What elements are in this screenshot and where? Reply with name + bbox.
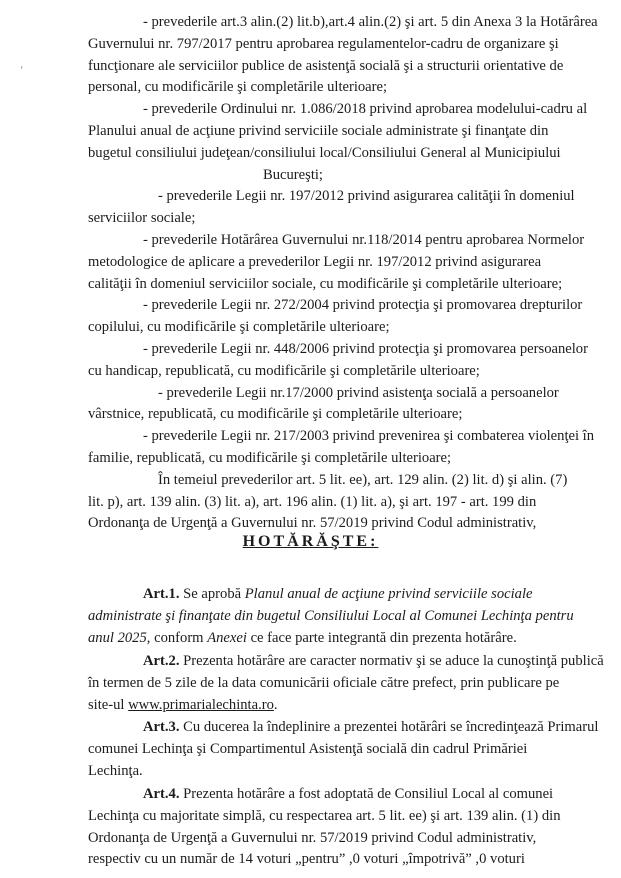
legal-basis-line: - prevederile Legii nr. 272/2004 privind protecţia şi promovarea drepturilor (143, 297, 583, 314)
article-1-text: Se aprobă (183, 586, 242, 602)
legal-basis-line: calităţii în domeniul serviciilor sociale, cu modificările şi completările ulterioare; (88, 275, 563, 292)
article-2-label: Art.2. (143, 653, 180, 669)
legal-basis-line: lit. p), art. 139 alin. (3) lit. a), art. 196 alin. (1) lit. a), şi art. 197 - art. 199 din (88, 493, 537, 510)
legal-basis-line: bugetul consiliului judeţean/consiliului local/Consiliului General al Municipiului (88, 144, 561, 161)
legal-basis-item (88, 12, 598, 99)
legal-basis-line: copilului, cu modificările şi completările ulterioare; (88, 319, 390, 336)
legal-basis-line: În temeiul prevederilor art. 5 lit. ee), art. 129 alin. (2) lit. d) şi alin. (7) (158, 471, 568, 488)
legal-basis-line: - prevederile Hotărârea Guvernului nr.118/2014 pentru aprobarea Normelor (143, 231, 585, 248)
article-4-text-l3: Ordonanţa de Urgenţă a Guvernului nr. 57/2019 privind Codul administrativ, (88, 829, 537, 846)
article-1-year: anul 2025, (88, 629, 151, 646)
article-1 (88, 584, 591, 649)
article-2-period: . (273, 696, 278, 713)
article-4 (88, 784, 591, 871)
legal-basis-item (88, 230, 591, 295)
article-2-text-l3: site-ul (88, 696, 125, 713)
legal-basis-line: Bucureşti; (263, 166, 323, 183)
legal-basis-line: Ordonanţa de Urgenţă a Guvernului nr. 57/2019 privind Codul administrativ, (88, 515, 537, 532)
legal-basis-line: Planului anual de acţiune privind serviciile sociale administrate şi finanţate din (88, 122, 549, 139)
article-4-text-l4: respectiv cu un număr de 14 voturi „pentru” ,0 voturi „împotrivă” ,0 voturi (88, 851, 525, 868)
legal-basis-item (88, 99, 591, 186)
article-1-plan-title-cont: administrate şi finanţate din bugetul Consiliului Local al Comunei Lechinţa pentru (88, 607, 574, 624)
legal-basis-line: serviciilor sociale; (88, 210, 196, 227)
legal-basis-line: - prevederile Ordinului nr. 1.086/2018 privind aprobarea modelului-cadru al (143, 101, 588, 118)
article-1-text-c: ce face parte integrantă din prezenta hotărâre. (250, 629, 517, 646)
article-1-label: Art.1. (143, 586, 180, 602)
article-3-text: Cu ducerea la îndeplinire a prezentei hotărâri se încredinţează Primarul (183, 719, 599, 735)
legal-basis-line: familie, republicată, cu modificările şi completările ulterioare; (88, 449, 452, 466)
legal-basis-line: funcţionare ale serviciilor publice de asistenţă socială şi a structurii orientative de (88, 57, 564, 74)
article-3 (88, 717, 599, 782)
article-4-text: Prezenta hotărâre a fost adoptată de Consiliul Local al comunei (183, 786, 554, 802)
margin-mark: ‘ (20, 65, 24, 76)
legal-basis-item (88, 339, 591, 383)
legal-basis-line: - prevederile Legii nr. 197/2012 privind asigurarea calităţii în domeniul (158, 188, 575, 205)
legal-basis-line: personal, cu modificările şi completările ulterioare; (88, 79, 388, 96)
legal-basis-item (88, 383, 591, 427)
legal-basis-line: - prevederile Legii nr.17/2000 privind asistenţa socială a persoanelor (158, 384, 559, 401)
legal-basis-list (88, 12, 598, 535)
legal-basis-line: - prevederile art.3 alin.(2) lit.b),art.4 alin.(2) şi art. 5 din Anexa 3 la Hotărârea (143, 14, 598, 30)
legal-basis-item (88, 426, 595, 470)
website-link[interactable]: www.primarialechinta.ro (128, 696, 274, 713)
legal-basis-line: cu handicap, republicată, cu modificările şi completările ulterioare; (88, 362, 480, 379)
article-1-annex: Anexei (207, 629, 247, 646)
article-2 (88, 651, 604, 716)
article-1-plan-title: Planul anual de acţiune privind serviciile sociale (244, 586, 533, 602)
legal-basis-line: Guvernului nr. 797/2017 pentru aprobarea regulamentelor-cadru de organizare şi (88, 35, 559, 52)
legal-basis-line: - prevederile Legii nr. 448/2006 privind protecţia şi promovarea persoanelor (143, 340, 588, 357)
legal-basis-item (88, 470, 591, 535)
article-3-text-l2: comunei Lechinţa şi Compartimentul Asistenţă socială din cadrul Primăriei (88, 740, 528, 757)
legal-basis-line: vârstnice, republicată, cu modificările şi completările ulterioare; (88, 406, 463, 423)
article-4-label: Art.4. (143, 786, 180, 802)
article-3-text-l3: Lechinţa. (88, 762, 143, 779)
decision-heading: HOTĂRĂŞTE: (242, 533, 379, 550)
article-1-text-b: conform (154, 629, 204, 646)
article-2-text-l2: în termen de 5 zile de la data comunicării oficiale către prefect, prin publicare pe (88, 674, 560, 691)
article-2-text: Prezenta hotărâre are caracter normativ şi se aduce la cunoştinţă publică (183, 653, 604, 669)
article-3-label: Art.3. (143, 719, 180, 735)
legal-basis-line: metodologice de aplicare a prevederilor Legii nr. 197/2012 privind asigurarea (88, 253, 542, 270)
legal-basis-line: - prevederile Legii nr. 217/2003 privind prevenirea şi combaterea violenţei în (143, 428, 595, 445)
legal-basis-item (88, 186, 591, 230)
article-4-text-l2: Lechinţa cu majoritate simplă, cu respectarea art. 5 lit. ee) şi art. 139 alin. (1) din (88, 807, 561, 824)
legal-basis-item (88, 295, 591, 339)
